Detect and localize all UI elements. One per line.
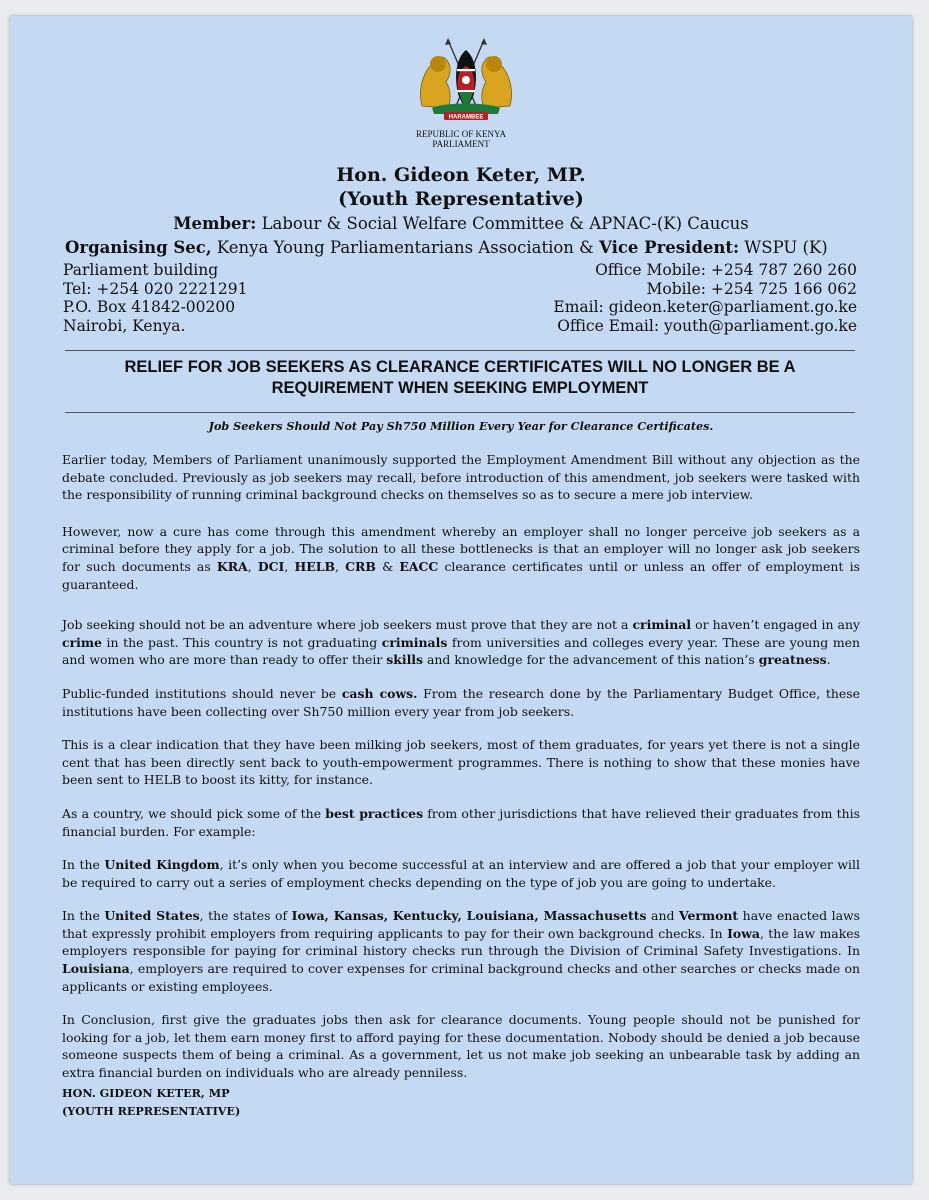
body-text-run: from other jurisdictions that have relieved their graduates from this financial burden. For example:	[62, 805, 860, 839]
body-paragraph	[62, 523, 860, 593]
body-paragraph	[62, 805, 860, 840]
emphasis-text: HELB	[294, 558, 335, 574]
signature-title: (YOUTH REPRESENTATIVE)	[62, 1104, 241, 1118]
body-text-run: in the past. This country is not graduating	[101, 634, 382, 650]
letter-page	[10, 16, 912, 1184]
body-paragraph	[62, 685, 860, 720]
vp-text: WSPU (K)	[739, 238, 828, 257]
body-text-run: .	[826, 652, 831, 668]
org-text: Kenya Young Parliamentarians Association &	[211, 238, 600, 257]
body-text-run: , the states of	[199, 908, 292, 924]
body-text-run: Public-funded institutions should never be	[62, 685, 342, 701]
body-text-run: However, now a cure has come through this amendment whereby an employer shall no longer perceive job seekers as a criminal before they apply for a job. The solution to all these bottlenecks is that an employer will no longer ask job seekers for such documents as	[62, 523, 860, 574]
body-text-run: ,	[335, 558, 346, 574]
body-text-run: As a country, we should pick some of the	[62, 805, 326, 821]
body-text-run: clearance certificates until or unless an offer of employment is guaranteed.	[62, 558, 860, 592]
signature-block	[62, 1084, 240, 1120]
crest-caption-republic: REPUBLIC OF KENYA	[415, 129, 506, 139]
body-paragraph	[62, 907, 860, 995]
body-text-run: ,	[247, 558, 258, 574]
emphasis-text: KRA	[216, 558, 248, 574]
body-text-run: and knowledge for the advancement of this nation’s	[423, 652, 759, 668]
body-text-run: from universities and colleges every year. These are young men and women who are more than ready to offer their	[62, 634, 860, 668]
divider-bottom	[65, 412, 855, 413]
emphasis-text: Iowa, Kansas, Kentucky, Louisiana, Massachusetts	[291, 908, 647, 924]
body-text-run: Job seeking should not be an adventure where job seekers must prove that they are not a	[62, 617, 633, 633]
emphasis-text: cash cows.	[341, 685, 418, 701]
emphasis-text: best practices	[325, 805, 424, 821]
emphasis-text: skills	[386, 652, 424, 668]
emphasis-text: crime	[62, 634, 102, 650]
emphasis-text: Iowa	[727, 925, 760, 941]
emphasis-text: criminal	[632, 617, 692, 633]
contact-line: Office Email: youth@parliament.go.ke	[557, 316, 857, 335]
body-text-run: , it’s only when you become successful at an interview and are offered a job that your employer will be required to carry out a series of employment checks depending on the type of job you are going to undertake.	[62, 857, 860, 890]
emphasis-text: DCI	[257, 558, 285, 574]
body-text-run: or haven’t engaged in any	[691, 617, 860, 633]
signature-name: HON. GIDEON KETER, MP	[62, 1086, 230, 1100]
body-paragraph	[62, 1011, 860, 1081]
address-line: Tel: +254 020 2221291	[63, 279, 248, 298]
body-text-run: have enacted laws that expressly prohibit employers from requiring applicants to pay for their own background checks. In	[62, 908, 861, 941]
member-line	[10, 214, 912, 233]
mp-title: (Youth Representative)	[338, 188, 584, 210]
body-text-run: and	[646, 908, 679, 924]
address-line: Parliament building	[63, 261, 219, 279]
subheadline: Job Seekers Should Not Pay Sh750 Million Every Year for Clearance Certificates.	[208, 419, 714, 433]
emphasis-text: Vermont	[678, 908, 739, 924]
emphasis-text: EACC	[399, 558, 439, 574]
contact-details	[553, 261, 857, 335]
member-text: Labour & Social Welfare Committee & APNAC-(K) Caucus	[256, 214, 749, 233]
body-text-run: Earlier today, Members of Parliament unanimously supported the Employment Amendment Bill without any objection as the debate concluded. Previously as job seekers may recall, before introduction of this amendment, job seekers were tasked with the responsibility of running criminal background checks on themselves so as to secure a mere job interview.	[62, 452, 860, 503]
contact-address	[63, 261, 247, 335]
kenya-coat-of-arms-icon	[414, 36, 518, 122]
emphasis-text: Louisiana	[62, 961, 130, 977]
address-line: P.O. Box 41842-00200	[63, 298, 236, 317]
divider-top	[65, 350, 855, 351]
contact-line: Email: gideon.keter@parliament.go.ke	[553, 298, 857, 317]
emphasis-text: greatness	[758, 652, 827, 668]
crest-motto: HARAMBEE	[448, 114, 484, 121]
body-text-run: ,	[284, 558, 295, 574]
crest-caption-parliament: PARLIAMENT	[432, 139, 490, 149]
body-text-run: In the	[62, 908, 105, 924]
organising-line	[65, 238, 865, 257]
vp-label: Vice President:	[599, 238, 740, 257]
body-text-run: , employers are required to cover expenses for criminal background checks and other searches or checks made on applicants or existing employees.	[62, 961, 860, 994]
body-paragraph	[62, 856, 860, 891]
body-text-run: , the law makes employers responsible for paying for criminal history checks run through the Division of Criminal Safety Investigations. In	[62, 925, 860, 959]
org-label: Organising Sec,	[65, 238, 212, 257]
body-paragraph	[62, 451, 860, 504]
mp-name: Hon. Gideon Keter, MP.	[336, 164, 586, 186]
member-label: Member:	[173, 214, 257, 233]
emphasis-text: United Kingdom	[104, 857, 220, 873]
body-text-run: This is a clear indication that they have been milking job seekers, most of them graduates, for years yet there is not a single cent that has been directly sent back to youth-empowerment programmes. There is nothing to show that these monies have been sent to HELB to boost its kitty, for instance.	[62, 737, 860, 788]
body-text-run: In the	[62, 857, 105, 873]
body-text-run: &	[375, 558, 400, 574]
body-text-run: In Conclusion, first give the graduates jobs then ask for clearance documents. Young people should not be punished for looking for a job, let them earn money first to afford paying for these documentation. Nobody should be denied a job because someone suspects them of being a criminal. As a government, let us not make job seeking an unbearable task by adding an extra financial burden on individuals who are already penniless.	[62, 1012, 860, 1081]
body-paragraph	[62, 616, 860, 669]
address-line: Nairobi, Kenya.	[63, 316, 186, 335]
emphasis-text: criminals	[381, 634, 448, 650]
body-paragraph	[62, 736, 860, 789]
headline	[70, 357, 850, 399]
emphasis-text: CRB	[345, 558, 376, 574]
body-text-run: From the research done by the Parliamentary Budget Office, these institutions have been collecting over Sh750 million every year from job seekers.	[62, 685, 860, 719]
emphasis-text: United States	[104, 908, 200, 924]
press-release-body	[62, 451, 860, 1082]
headline-line: REQUIREMENT WHEN SEEKING EMPLOYMENT	[271, 379, 649, 397]
headline-line: RELIEF FOR JOB SEEKERS AS CLEARANCE CERTIFICATES WILL NO LONGER BE A	[124, 358, 796, 376]
contact-line: Office Mobile: +254 787 260 260	[595, 261, 857, 279]
contact-line: Mobile: +254 725 166 062	[646, 279, 857, 298]
